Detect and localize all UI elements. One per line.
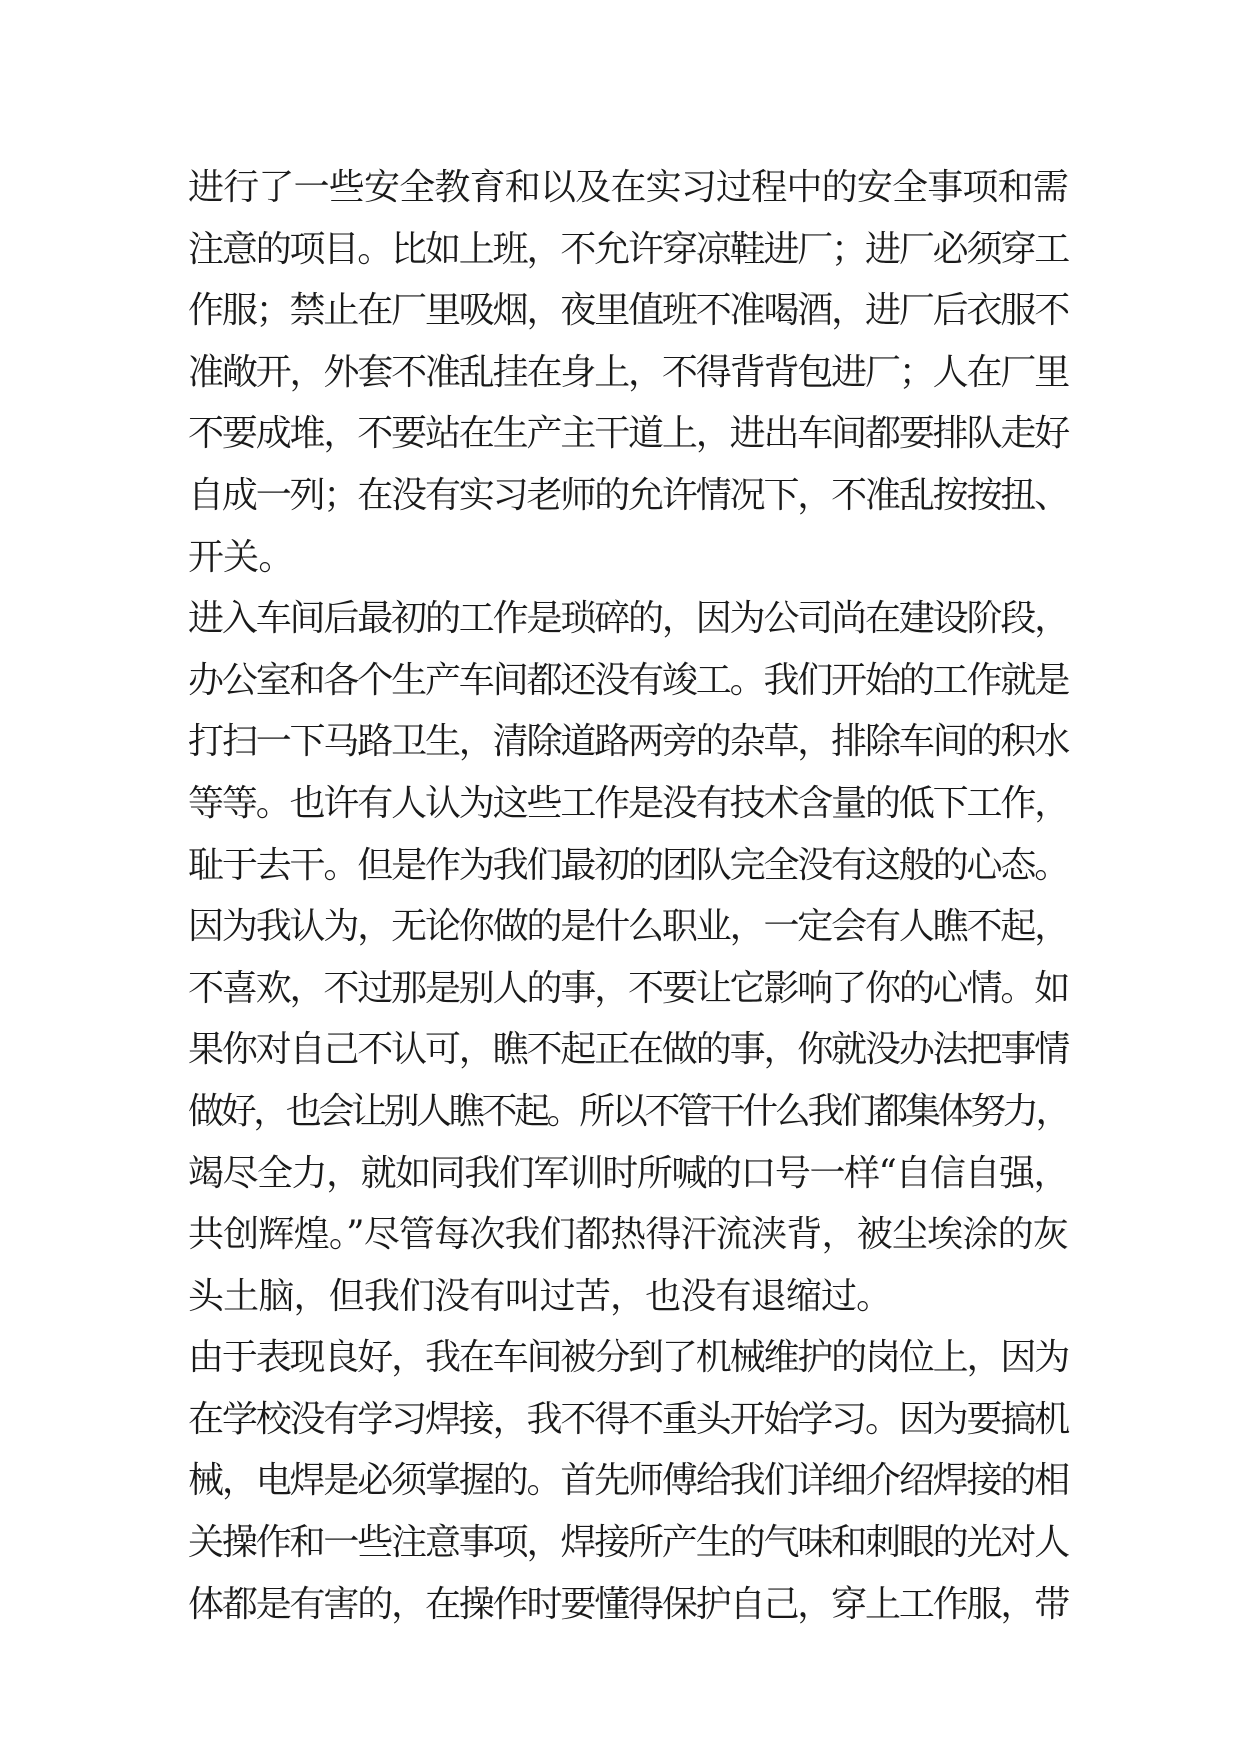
text-line: 开关。 [188,536,294,578]
text-line: 不喜欢，不过那是别人的事，不要让它影响了你的心情。如 [188,967,1068,1009]
document-body [188,157,1068,1635]
text-line: 体都是有害的，在操作时要懂得保护自己，穿上工作服，带 [188,1583,1068,1625]
text-line: 在学校没有学习焊接，我不得不重头开始学习。因为要搞机 [188,1398,1068,1440]
text-line: 准敞开，外套不准乱挂在身上，不得背背包进厂；人在厂里 [188,351,1068,393]
text-line: 进入车间后最初的工作是琐碎的，因为公司尚在建设阶段， [188,598,1068,640]
text-line: 耻于去干。但是作为我们最初的团队完全没有这般的心态。 [188,844,1068,886]
text-line: 关操作和一些注意事项，焊接所产生的气味和刺眼的光对人 [188,1522,1068,1564]
text-line: 打扫一下马路卫生，清除道路两旁的杂草，排除车间的积水 [188,721,1068,763]
text-line: 械，电焊是必须掌握的。首先师傅给我们详细介绍焊接的相 [188,1460,1068,1502]
text-line: 做好，也会让别人瞧不起。所以不管干什么我们都集体努力， [188,1090,1068,1132]
text-line: 自成一列；在没有实习老师的允许情况下，不准乱按按扭、 [188,474,1068,516]
text-line: 办公室和各个生产车间都还没有竣工。我们开始的工作就是 [188,659,1068,701]
text-line: 等等。也许有人认为这些工作是没有技术含量的低下工作， [188,782,1068,824]
text-line: 进行了一些安全教育和以及在实习过程中的安全事项和需 [188,167,1068,208]
text-line: 因为我认为，无论你做的是什么职业，一定会有人瞧不起， [188,906,1068,948]
text-line: 共创辉煌。”尽管每次我们都热得汗流浃背，被尘埃涂的灰 [188,1214,1068,1256]
text-line: 不要成堆，不要站在生产主干道上，进出车间都要排队走好 [188,413,1068,455]
text-line: 作服；禁止在厂里吸烟，夜里值班不准喝酒，进厂后衣服不 [188,290,1068,332]
text-line: 注意的项目。比如上班，不允许穿凉鞋进厂；进厂必须穿工 [188,228,1068,270]
text-line: 竭尽全力，就如同我们军训时所喊的口号一样“自信自强， [188,1152,1068,1194]
text-line: 由于表现良好，我在车间被分到了机械维护的岗位上，因为 [188,1337,1068,1379]
text-line: 头土脑，但我们没有叫过苦，也没有退缩过。 [188,1275,892,1317]
text-line: 果你对自己不认可，瞧不起正在做的事，你就没办法把事情 [188,1029,1068,1071]
